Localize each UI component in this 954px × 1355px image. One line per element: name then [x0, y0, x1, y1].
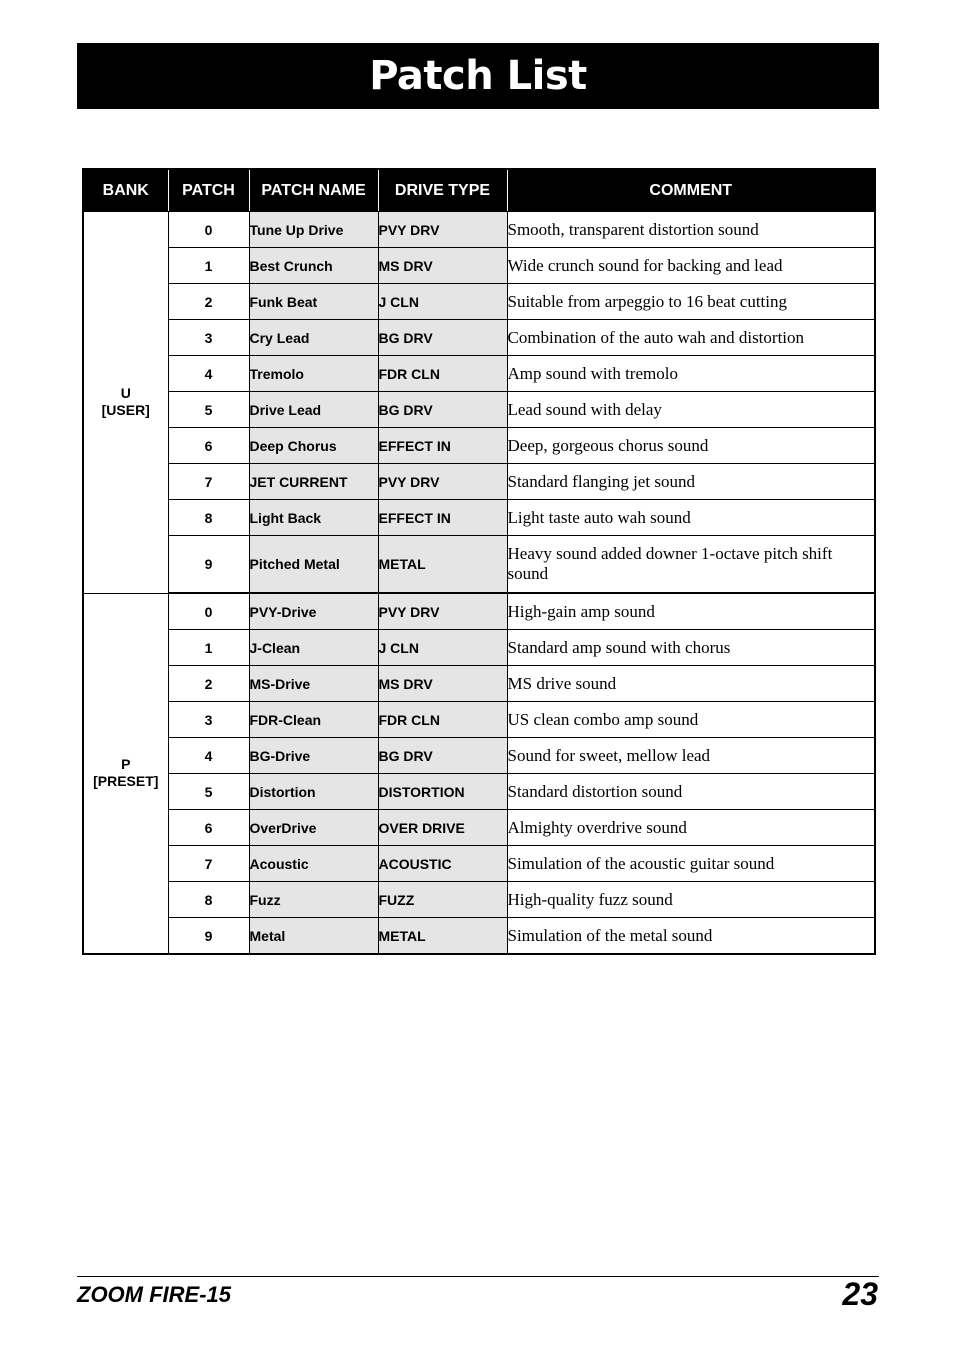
drive-type: BG DRV	[378, 320, 507, 356]
patch-number: 0	[168, 593, 249, 630]
drive-type: PVY DRV	[378, 464, 507, 500]
patch-name: OverDrive	[249, 810, 378, 846]
drive-type: BG DRV	[378, 738, 507, 774]
patch-name: MS-Drive	[249, 666, 378, 702]
patch-comment: Deep, gorgeous chorus sound	[507, 428, 875, 464]
patch-name: Cry Lead	[249, 320, 378, 356]
patch-number: 2	[168, 666, 249, 702]
column-header-bank: BANK	[83, 169, 168, 212]
table-row	[83, 882, 875, 918]
patch-number: 1	[168, 630, 249, 666]
patch-comment: MS drive sound	[507, 666, 875, 702]
patch-name: Light Back	[249, 500, 378, 536]
patch-number: 6	[168, 428, 249, 464]
drive-type: J CLN	[378, 630, 507, 666]
patch-comment: US clean combo amp sound	[507, 702, 875, 738]
table-header-row	[83, 169, 875, 212]
bank-preset-label	[83, 593, 168, 954]
patch-comment: Standard distortion sound	[507, 774, 875, 810]
bank-name: [PRESET]	[93, 773, 159, 790]
table-row	[83, 774, 875, 810]
page-number: 23	[842, 1276, 878, 1312]
patch-name: Distortion	[249, 774, 378, 810]
patch-number: 2	[168, 284, 249, 320]
patch-number: 8	[168, 882, 249, 918]
drive-type: PVY DRV	[378, 593, 507, 630]
patch-comment: Standard amp sound with chorus	[507, 630, 875, 666]
drive-type: METAL	[378, 918, 507, 955]
patch-comment: Combination of the auto wah and distortion	[507, 320, 875, 356]
bank-code: P	[121, 756, 131, 773]
patch-name: Metal	[249, 918, 378, 955]
table-row	[83, 320, 875, 356]
drive-type: METAL	[378, 536, 507, 594]
patch-number: 3	[168, 320, 249, 356]
table-row	[83, 248, 875, 284]
patch-number: 9	[168, 536, 249, 594]
patch-comment: Wide crunch sound for backing and lead	[507, 248, 875, 284]
patch-comment: High-gain amp sound	[507, 593, 875, 630]
drive-type: FDR CLN	[378, 702, 507, 738]
page-title: Patch List	[77, 43, 879, 109]
patch-name: Tremolo	[249, 356, 378, 392]
patch-name: JET CURRENT	[249, 464, 378, 500]
table-row	[83, 918, 875, 955]
column-header-patch-name: PATCH NAME	[249, 169, 378, 212]
drive-type: FUZZ	[378, 882, 507, 918]
table-row	[83, 500, 875, 536]
drive-type: EFFECT IN	[378, 500, 507, 536]
table-row	[83, 464, 875, 500]
patch-name: Drive Lead	[249, 392, 378, 428]
patch-comment: Amp sound with tremolo	[507, 356, 875, 392]
patch-comment: Heavy sound added downer 1-octave pitch shift sound	[507, 536, 875, 594]
patch-list-table	[82, 168, 876, 955]
patch-name: PVY-Drive	[249, 593, 378, 630]
table-row	[83, 738, 875, 774]
drive-type: EFFECT IN	[378, 428, 507, 464]
patch-name: Acoustic	[249, 846, 378, 882]
patch-number: 9	[168, 918, 249, 955]
patch-comment: High-quality fuzz sound	[507, 882, 875, 918]
patch-name: J-Clean	[249, 630, 378, 666]
table-row	[83, 846, 875, 882]
table-row	[83, 593, 875, 630]
patch-number: 6	[168, 810, 249, 846]
patch-name: Deep Chorus	[249, 428, 378, 464]
table-row	[83, 810, 875, 846]
table-row	[83, 536, 875, 594]
patch-name: FDR-Clean	[249, 702, 378, 738]
patch-comment: Sound for sweet, mellow lead	[507, 738, 875, 774]
table-row	[83, 212, 875, 248]
column-header-comment: COMMENT	[507, 169, 875, 212]
patch-comment: Almighty overdrive sound	[507, 810, 875, 846]
patch-number: 8	[168, 500, 249, 536]
drive-type: FDR CLN	[378, 356, 507, 392]
patch-comment: Standard flanging jet sound	[507, 464, 875, 500]
patch-comment: Suitable from arpeggio to 16 beat cutting	[507, 284, 875, 320]
patch-name: Fuzz	[249, 882, 378, 918]
patch-comment: Simulation of the acoustic guitar sound	[507, 846, 875, 882]
drive-type: MS DRV	[378, 666, 507, 702]
patch-number: 0	[168, 212, 249, 248]
patch-number: 4	[168, 738, 249, 774]
footer-divider	[77, 1276, 879, 1277]
table-row	[83, 392, 875, 428]
column-header-drive-type: DRIVE TYPE	[378, 169, 507, 212]
drive-type: BG DRV	[378, 392, 507, 428]
patch-comment: Smooth, transparent distortion sound	[507, 212, 875, 248]
patch-number: 1	[168, 248, 249, 284]
patch-name: BG-Drive	[249, 738, 378, 774]
drive-type: MS DRV	[378, 248, 507, 284]
table-row	[83, 356, 875, 392]
drive-type: J CLN	[378, 284, 507, 320]
bank-user-label	[83, 212, 168, 594]
table-row	[83, 702, 875, 738]
patch-number: 5	[168, 774, 249, 810]
table-row	[83, 630, 875, 666]
patch-name: Pitched Metal	[249, 536, 378, 594]
table-row	[83, 666, 875, 702]
patch-number: 5	[168, 392, 249, 428]
drive-type: OVER DRIVE	[378, 810, 507, 846]
patch-number: 4	[168, 356, 249, 392]
patch-number: 7	[168, 464, 249, 500]
patch-comment: Simulation of the metal sound	[507, 918, 875, 955]
column-header-patch: PATCH	[168, 169, 249, 212]
patch-name: Best Crunch	[249, 248, 378, 284]
table-row	[83, 428, 875, 464]
bank-code: U	[120, 385, 131, 402]
table-row	[83, 284, 875, 320]
drive-type: DISTORTION	[378, 774, 507, 810]
patch-name: Tune Up Drive	[249, 212, 378, 248]
patch-comment: Lead sound with delay	[507, 392, 875, 428]
footer-product-name: ZOOM FIRE-15	[77, 1282, 232, 1307]
drive-type: PVY DRV	[378, 212, 507, 248]
patch-number: 7	[168, 846, 249, 882]
drive-type: ACOUSTIC	[378, 846, 507, 882]
patch-comment: Light taste auto wah sound	[507, 500, 875, 536]
bank-name: [USER]	[101, 402, 150, 419]
patch-number: 3	[168, 702, 249, 738]
patch-name: Funk Beat	[249, 284, 378, 320]
